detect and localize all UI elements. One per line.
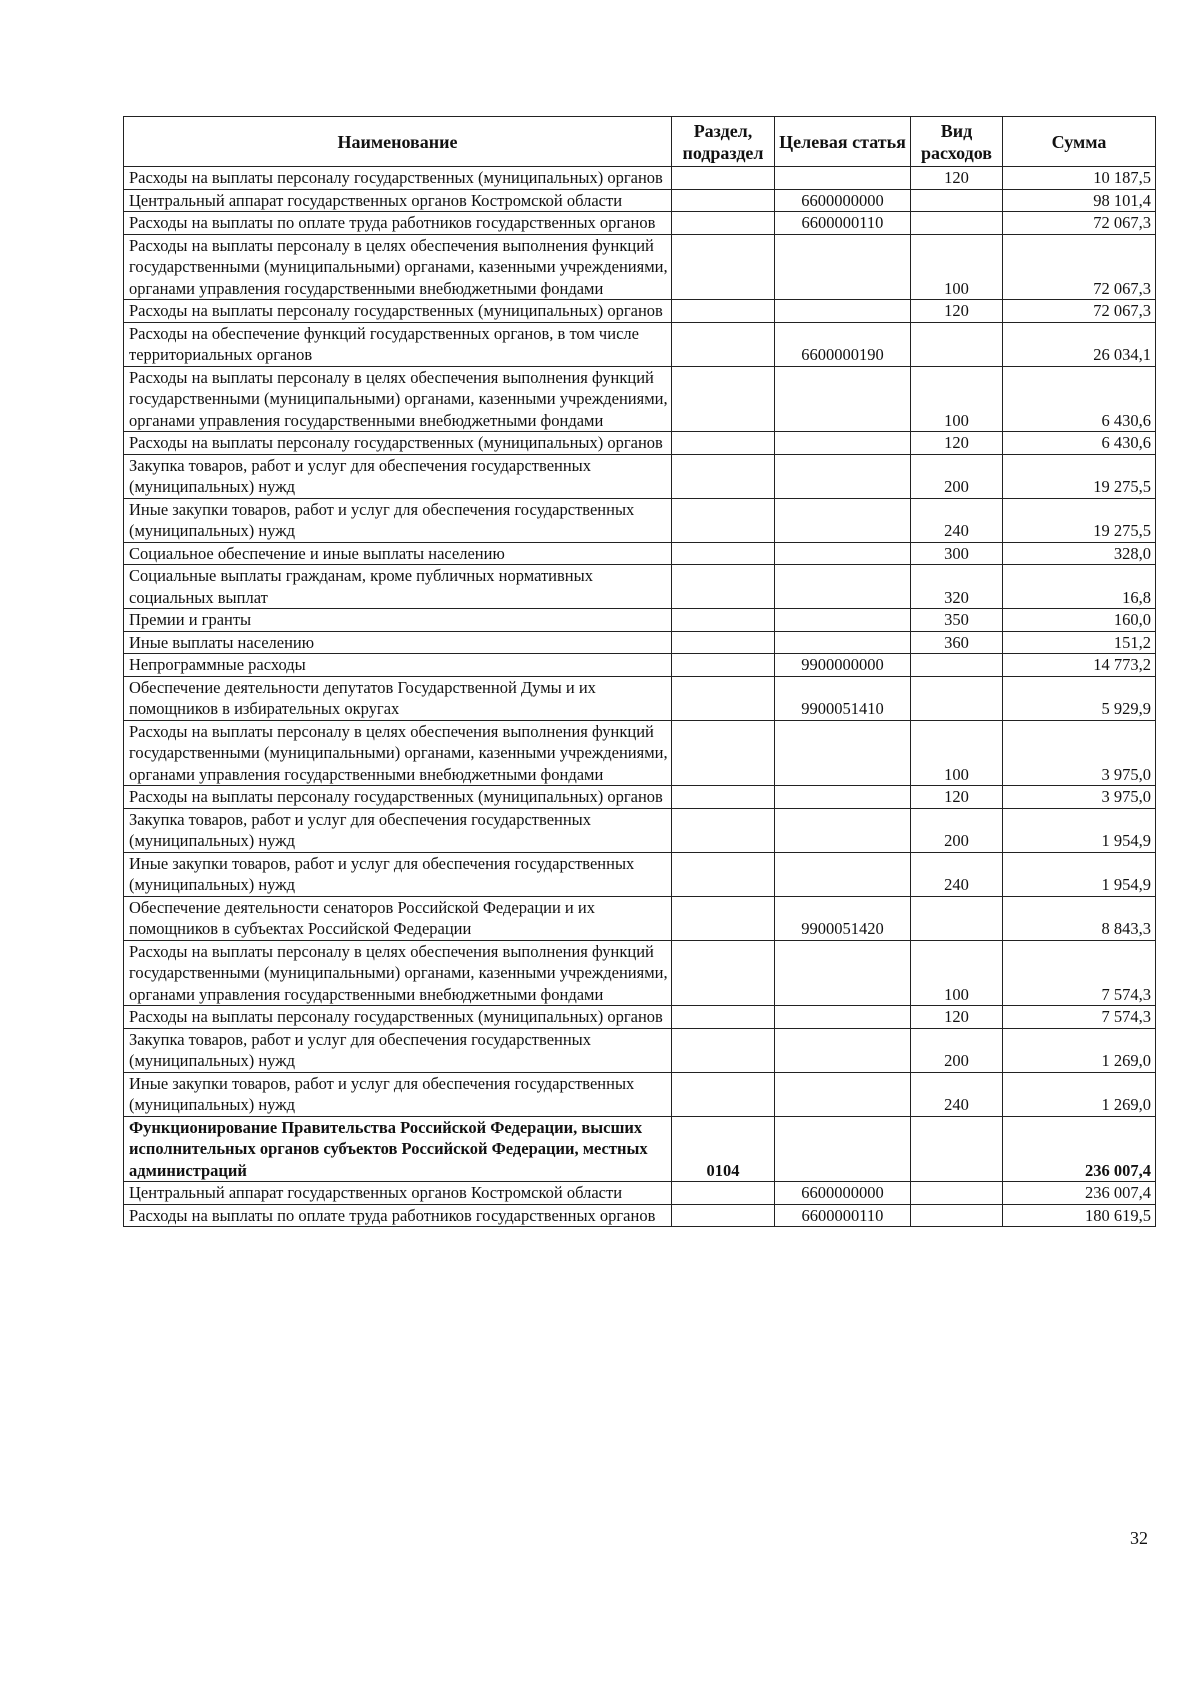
cell-name: Расходы на выплаты персоналу в целях обеспечения выполнения функций государственными (муниципальными) органами, казенными учреждениями, органами управления государственными внебюджетными фондами: [124, 720, 672, 786]
cell-target: [775, 432, 911, 455]
cell-target: 9900000000: [775, 654, 911, 677]
cell-section: [672, 720, 775, 786]
cell-target: [775, 498, 911, 542]
table-row: [124, 1116, 1156, 1182]
cell-amount: 3 975,0: [1003, 720, 1156, 786]
cell-section: [672, 300, 775, 323]
cell-target: [775, 454, 911, 498]
cell-amount: 19 275,5: [1003, 498, 1156, 542]
cell-name: Расходы на выплаты персоналу в целях обеспечения выполнения функций государственными (муниципальными) органами, казенными учреждениями, органами управления государственными внебюджетными фондами: [124, 940, 672, 1006]
cell-name: Иные выплаты населению: [124, 631, 672, 654]
table-row: [124, 366, 1156, 432]
cell-section: [672, 631, 775, 654]
cell-target: [775, 366, 911, 432]
cell-kind: 120: [911, 786, 1003, 809]
table-row: [124, 167, 1156, 190]
table-row: [124, 432, 1156, 455]
cell-section: [672, 1028, 775, 1072]
cell-amount: 328,0: [1003, 542, 1156, 565]
cell-amount: 7 574,3: [1003, 1006, 1156, 1029]
cell-kind: [911, 676, 1003, 720]
cell-target: 6600000000: [775, 189, 911, 212]
table-row: [124, 234, 1156, 300]
header-name: Наименование: [124, 117, 672, 167]
cell-target: [775, 720, 911, 786]
cell-target: [775, 631, 911, 654]
cell-name: Расходы на выплаты по оплате труда работников государственных органов: [124, 212, 672, 235]
table-row: [124, 565, 1156, 609]
cell-kind: [911, 896, 1003, 940]
cell-target: [775, 1028, 911, 1072]
cell-section: [672, 852, 775, 896]
cell-section: [672, 609, 775, 632]
cell-section: [672, 940, 775, 1006]
cell-target: [775, 1072, 911, 1116]
cell-kind: 200: [911, 454, 1003, 498]
cell-target: 9900051420: [775, 896, 911, 940]
cell-name: Расходы на выплаты персоналу в целях обеспечения выполнения функций государственными (муниципальными) органами, казенными учреждениями, органами управления государственными внебюджетными фондами: [124, 366, 672, 432]
cell-section: [672, 542, 775, 565]
cell-section: 0104: [672, 1116, 775, 1182]
cell-amount: 26 034,1: [1003, 322, 1156, 366]
cell-section: [672, 786, 775, 809]
cell-name: Иные закупки товаров, работ и услуг для обеспечения государственных (муниципальных) нужд: [124, 852, 672, 896]
cell-name: Обеспечение деятельности депутатов Государственной Думы и их помощников в избирательных округах: [124, 676, 672, 720]
cell-amount: 72 067,3: [1003, 234, 1156, 300]
table-row: [124, 631, 1156, 654]
table-body: [124, 167, 1156, 1227]
table-row: [124, 542, 1156, 565]
cell-name: Непрограммные расходы: [124, 654, 672, 677]
cell-kind: 200: [911, 1028, 1003, 1072]
table-row: [124, 1072, 1156, 1116]
cell-kind: [911, 322, 1003, 366]
cell-target: 6600000190: [775, 322, 911, 366]
cell-kind: 100: [911, 940, 1003, 1006]
cell-target: [775, 1116, 911, 1182]
table-row: [124, 454, 1156, 498]
table-row: [124, 322, 1156, 366]
cell-kind: 350: [911, 609, 1003, 632]
table-row: [124, 609, 1156, 632]
cell-section: [672, 498, 775, 542]
cell-name: Закупка товаров, работ и услуг для обеспечения государственных (муниципальных) нужд: [124, 1028, 672, 1072]
cell-amount: 98 101,4: [1003, 189, 1156, 212]
cell-section: [672, 1006, 775, 1029]
cell-target: [775, 940, 911, 1006]
header-section: Раздел, подраздел: [672, 117, 775, 167]
cell-kind: 200: [911, 808, 1003, 852]
cell-name: Расходы на выплаты персоналу государственных (муниципальных) органов: [124, 167, 672, 190]
cell-section: [672, 322, 775, 366]
table-row: [124, 1006, 1156, 1029]
table-row: [124, 212, 1156, 235]
cell-amount: 6 430,6: [1003, 366, 1156, 432]
cell-name: Расходы на выплаты персоналу государственных (муниципальных) органов: [124, 300, 672, 323]
cell-target: 6600000110: [775, 1204, 911, 1227]
cell-target: [775, 808, 911, 852]
cell-target: [775, 1006, 911, 1029]
cell-amount: 236 007,4: [1003, 1116, 1156, 1182]
cell-kind: [911, 1116, 1003, 1182]
table-row: [124, 189, 1156, 212]
cell-name: Расходы на выплаты персоналу в целях обеспечения выполнения функций государственными (муниципальными) органами, казенными учреждениями, органами управления государственными внебюджетными фондами: [124, 234, 672, 300]
cell-kind: 120: [911, 1006, 1003, 1029]
cell-amount: 19 275,5: [1003, 454, 1156, 498]
table-row: [124, 808, 1156, 852]
header-row: [124, 117, 1156, 167]
cell-name: Расходы на выплаты персоналу государственных (муниципальных) органов: [124, 432, 672, 455]
cell-kind: 240: [911, 1072, 1003, 1116]
cell-section: [672, 676, 775, 720]
cell-name: Функционирование Правительства Российской Федерации, высших исполнительных органов субъектов Российской Федерации, местных администраций: [124, 1116, 672, 1182]
cell-section: [672, 212, 775, 235]
cell-section: [672, 432, 775, 455]
cell-section: [672, 1182, 775, 1205]
cell-amount: 236 007,4: [1003, 1182, 1156, 1205]
cell-kind: [911, 654, 1003, 677]
cell-name: Расходы на обеспечение функций государственных органов, в том числе территориальных органов: [124, 322, 672, 366]
table-row: [124, 676, 1156, 720]
cell-section: [672, 808, 775, 852]
cell-target: [775, 852, 911, 896]
cell-target: [775, 300, 911, 323]
cell-amount: 3 975,0: [1003, 786, 1156, 809]
table-row: [124, 1204, 1156, 1227]
table-row: [124, 300, 1156, 323]
cell-target: [775, 786, 911, 809]
cell-amount: 16,8: [1003, 565, 1156, 609]
cell-name: Закупка товаров, работ и услуг для обеспечения государственных (муниципальных) нужд: [124, 808, 672, 852]
table-row: [124, 940, 1156, 1006]
cell-kind: [911, 1204, 1003, 1227]
cell-name: Социальные выплаты гражданам, кроме публичных нормативных социальных выплат: [124, 565, 672, 609]
cell-section: [672, 896, 775, 940]
cell-name: Центральный аппарат государственных органов Костромской области: [124, 1182, 672, 1205]
table-row: [124, 786, 1156, 809]
cell-amount: 10 187,5: [1003, 167, 1156, 190]
cell-kind: 120: [911, 432, 1003, 455]
cell-name: Расходы на выплаты персоналу государственных (муниципальных) органов: [124, 786, 672, 809]
table-row: [124, 654, 1156, 677]
cell-amount: 7 574,3: [1003, 940, 1156, 1006]
cell-section: [672, 1204, 775, 1227]
cell-name: Закупка товаров, работ и услуг для обеспечения государственных (муниципальных) нужд: [124, 454, 672, 498]
budget-table: [123, 116, 1156, 1227]
cell-section: [672, 1072, 775, 1116]
cell-name: Центральный аппарат государственных органов Костромской области: [124, 189, 672, 212]
cell-amount: 1 954,9: [1003, 852, 1156, 896]
cell-amount: 8 843,3: [1003, 896, 1156, 940]
table-row: [124, 498, 1156, 542]
cell-target: [775, 609, 911, 632]
cell-target: 9900051410: [775, 676, 911, 720]
cell-target: 6600000110: [775, 212, 911, 235]
cell-amount: 72 067,3: [1003, 212, 1156, 235]
cell-kind: 300: [911, 542, 1003, 565]
header-kind: Вид расходов: [911, 117, 1003, 167]
cell-name: Иные закупки товаров, работ и услуг для обеспечения государственных (муниципальных) нужд: [124, 1072, 672, 1116]
table-row: [124, 720, 1156, 786]
cell-kind: 120: [911, 167, 1003, 190]
header-target: Целевая статья: [775, 117, 911, 167]
cell-target: [775, 542, 911, 565]
cell-name: Обеспечение деятельности сенаторов Российской Федерации и их помощников в субъектах Российской Федерации: [124, 896, 672, 940]
cell-kind: 100: [911, 366, 1003, 432]
cell-name: Премии и гранты: [124, 609, 672, 632]
table-row: [124, 1028, 1156, 1072]
cell-kind: 100: [911, 720, 1003, 786]
cell-kind: [911, 189, 1003, 212]
cell-target: 6600000000: [775, 1182, 911, 1205]
cell-name: Расходы на выплаты персоналу государственных (муниципальных) органов: [124, 1006, 672, 1029]
cell-kind: 240: [911, 498, 1003, 542]
cell-amount: 1 954,9: [1003, 808, 1156, 852]
cell-amount: 1 269,0: [1003, 1028, 1156, 1072]
cell-section: [672, 454, 775, 498]
cell-kind: 100: [911, 234, 1003, 300]
cell-amount: 14 773,2: [1003, 654, 1156, 677]
header-amount: Сумма: [1003, 117, 1156, 167]
cell-target: [775, 234, 911, 300]
cell-amount: 72 067,3: [1003, 300, 1156, 323]
cell-section: [672, 654, 775, 677]
cell-name: Расходы на выплаты по оплате труда работников государственных органов: [124, 1204, 672, 1227]
table-row: [124, 1182, 1156, 1205]
cell-amount: 1 269,0: [1003, 1072, 1156, 1116]
cell-name: Иные закупки товаров, работ и услуг для обеспечения государственных (муниципальных) нужд: [124, 498, 672, 542]
cell-kind: 240: [911, 852, 1003, 896]
cell-name: Социальное обеспечение и иные выплаты населению: [124, 542, 672, 565]
cell-section: [672, 366, 775, 432]
cell-kind: [911, 1182, 1003, 1205]
cell-amount: 151,2: [1003, 631, 1156, 654]
page-number: 32: [1130, 1528, 1148, 1548]
cell-section: [672, 167, 775, 190]
cell-kind: 320: [911, 565, 1003, 609]
cell-kind: 360: [911, 631, 1003, 654]
cell-section: [672, 565, 775, 609]
table-row: [124, 852, 1156, 896]
cell-amount: 6 430,6: [1003, 432, 1156, 455]
table-row: [124, 896, 1156, 940]
cell-amount: 5 929,9: [1003, 676, 1156, 720]
cell-section: [672, 189, 775, 212]
cell-target: [775, 565, 911, 609]
cell-target: [775, 167, 911, 190]
cell-amount: 180 619,5: [1003, 1204, 1156, 1227]
cell-amount: 160,0: [1003, 609, 1156, 632]
cell-kind: [911, 212, 1003, 235]
cell-section: [672, 234, 775, 300]
cell-kind: 120: [911, 300, 1003, 323]
